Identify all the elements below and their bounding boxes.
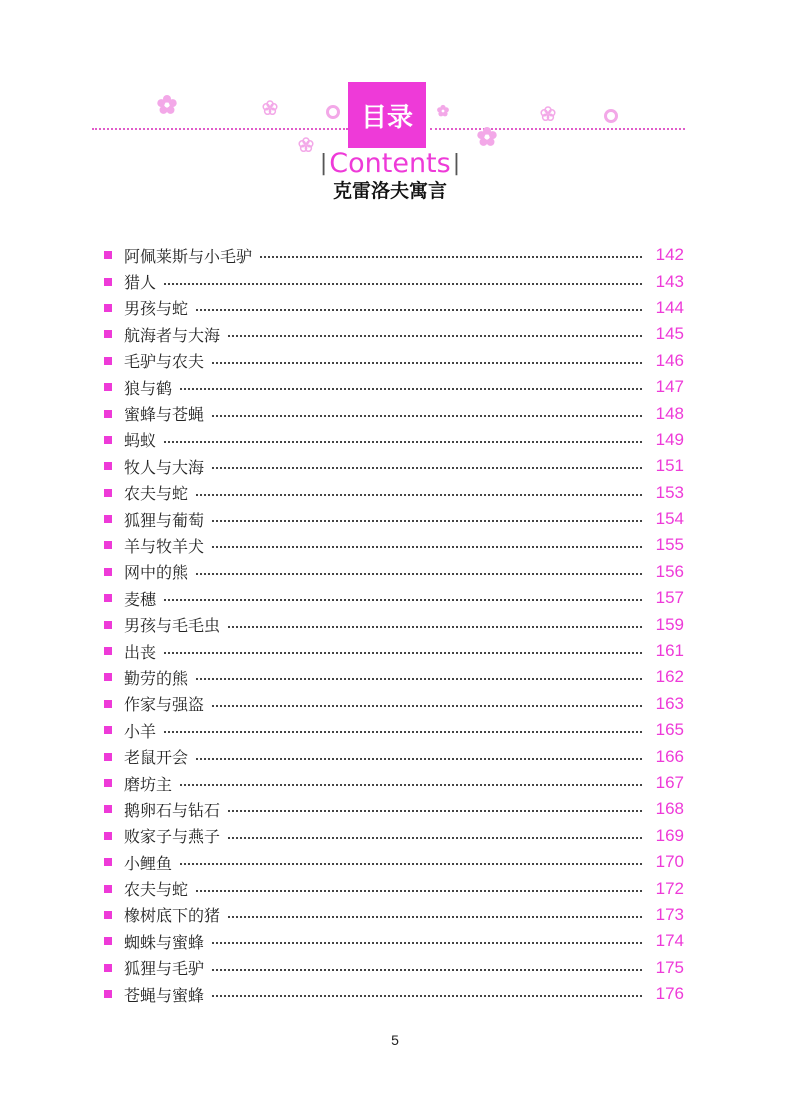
contents-heading: | Contents | xyxy=(319,147,461,179)
dot-leader xyxy=(164,731,642,733)
toc-entry[interactable] xyxy=(104,532,684,558)
dot-leader xyxy=(164,283,642,285)
toc-entry[interactable] xyxy=(104,559,684,585)
toc-entry-page: 145 xyxy=(655,324,684,344)
dot-leader xyxy=(212,520,642,522)
flower-icon xyxy=(262,100,278,116)
toc-entry-title: 男孩与毛毛虫 xyxy=(124,616,221,636)
toc-entry[interactable] xyxy=(104,400,684,426)
page-number: 5 xyxy=(391,1032,399,1048)
dot-leader xyxy=(164,441,642,443)
dot-leader xyxy=(228,335,642,337)
toc-entry[interactable] xyxy=(104,981,684,1007)
dot-leader xyxy=(180,784,642,786)
dot-leader xyxy=(196,758,642,760)
toc-entry-page: 146 xyxy=(655,350,684,370)
toc-entry-page: 170 xyxy=(655,852,684,872)
toc-entry[interactable] xyxy=(104,585,684,611)
flower-icon xyxy=(436,104,450,118)
dot-leader xyxy=(260,256,642,258)
toc-entry-page: 165 xyxy=(655,720,684,740)
dot-leader xyxy=(196,309,642,311)
toc-entry[interactable] xyxy=(104,875,684,901)
square-bullet-icon xyxy=(104,251,112,259)
toc-entry[interactable] xyxy=(104,453,684,479)
toc-entry-page: 153 xyxy=(655,482,684,502)
toc-entry-title: 牧人与大海 xyxy=(124,457,205,477)
toc-entry[interactable] xyxy=(104,348,684,374)
dot-leader xyxy=(164,599,642,601)
toc-entry-page: 142 xyxy=(655,245,684,265)
square-bullet-icon xyxy=(104,278,112,286)
toc-entry[interactable] xyxy=(104,928,684,954)
toc-entry[interactable] xyxy=(104,427,684,453)
flower-icon xyxy=(476,126,498,148)
toc-entry-page: 149 xyxy=(655,429,684,449)
toc-entry[interactable] xyxy=(104,638,684,664)
dot-leader xyxy=(228,837,642,839)
square-bullet-icon xyxy=(104,911,112,919)
toc-entry[interactable] xyxy=(104,611,684,637)
square-bullet-icon xyxy=(104,832,112,840)
dot-leader xyxy=(196,678,642,680)
toc-entry-page: 157 xyxy=(655,588,684,608)
toc-entry-title: 羊与牧羊犬 xyxy=(124,536,205,556)
toc-entry-page: 163 xyxy=(655,693,684,713)
toc-entry[interactable] xyxy=(104,506,684,532)
toc-entry-title: 老鼠开会 xyxy=(124,748,189,768)
toc-entry[interactable] xyxy=(104,717,684,743)
toc-entry[interactable] xyxy=(104,321,684,347)
toc-entry-page: 154 xyxy=(655,509,684,529)
dot-leader xyxy=(196,890,642,892)
toc-entry-title: 阿佩莱斯与小毛驴 xyxy=(124,246,253,266)
toc-entry-title: 作家与强盗 xyxy=(124,695,205,715)
square-bullet-icon xyxy=(104,330,112,338)
toc-entry[interactable] xyxy=(104,849,684,875)
toc-entry-title: 航海者与大海 xyxy=(124,325,221,345)
toc-entry[interactable] xyxy=(104,770,684,796)
toc-entry-title: 小鲤鱼 xyxy=(124,853,173,873)
dot-leader xyxy=(212,995,642,997)
dot-leader xyxy=(212,362,642,364)
square-bullet-icon xyxy=(104,568,112,576)
square-bullet-icon xyxy=(104,805,112,813)
dot-leader xyxy=(212,969,642,971)
square-bullet-icon xyxy=(104,700,112,708)
toc-entry-page: 167 xyxy=(655,773,684,792)
toc-entry[interactable] xyxy=(104,374,684,400)
toc-entry[interactable] xyxy=(104,691,684,717)
toc-entry[interactable] xyxy=(104,902,684,928)
toc-entry-page: 169 xyxy=(655,825,684,845)
square-bullet-icon xyxy=(104,621,112,629)
dot-leader xyxy=(196,494,642,496)
square-bullet-icon xyxy=(104,515,112,523)
dot-leader xyxy=(212,546,642,548)
dot-leader xyxy=(228,810,642,812)
dot-leader xyxy=(228,626,642,628)
square-bullet-icon xyxy=(104,462,112,470)
square-bullet-icon xyxy=(104,726,112,734)
ring-icon xyxy=(603,108,619,124)
square-bullet-icon xyxy=(104,489,112,497)
toc-entry-page: 161 xyxy=(655,641,684,661)
toc-entry-page: 173 xyxy=(655,904,684,924)
flower-icon xyxy=(156,94,178,116)
dot-leader xyxy=(180,863,642,865)
toc-entry[interactable] xyxy=(104,480,684,506)
square-bullet-icon xyxy=(104,647,112,655)
square-bullet-icon xyxy=(104,410,112,418)
toc-entry-page: 176 xyxy=(655,984,684,1004)
dot-leader xyxy=(180,388,642,390)
toc-entry-title: 苍蝇与蜜蜂 xyxy=(124,985,205,1005)
toc-entry-page: 159 xyxy=(655,614,684,634)
dotted-divider-right xyxy=(430,128,685,130)
toc-entry-title: 鹅卵石与钻石 xyxy=(124,800,221,820)
toc-entry[interactable] xyxy=(104,796,684,822)
toc-entry-page: 172 xyxy=(655,878,684,898)
toc-entry-title: 网中的熊 xyxy=(124,563,189,583)
dot-leader xyxy=(212,467,642,469)
toc-entry-title: 农夫与蛇 xyxy=(124,484,189,504)
square-bullet-icon xyxy=(104,990,112,998)
square-bullet-icon xyxy=(104,304,112,312)
toc-entry[interactable] xyxy=(104,268,684,294)
square-bullet-icon xyxy=(104,541,112,549)
dot-leader xyxy=(164,652,642,654)
square-bullet-icon xyxy=(104,383,112,391)
toc-entry-title: 麦穗 xyxy=(124,589,157,609)
toc-entry-page: 175 xyxy=(655,957,684,977)
toc-title: 目录 xyxy=(348,82,426,148)
toc-entry-title: 勤劳的熊 xyxy=(124,668,189,688)
toc-entry-title: 猎人 xyxy=(124,273,157,293)
book-subtitle: 克雷洛夫寓言 xyxy=(332,180,447,202)
square-bullet-icon xyxy=(104,779,112,787)
toc-entry-page: 143 xyxy=(655,271,684,291)
toc-entry-title: 败家子与燕子 xyxy=(124,827,221,847)
toc-entry-title: 磨坊主 xyxy=(124,774,173,794)
square-bullet-icon xyxy=(104,858,112,866)
toc-entry-page: 151 xyxy=(655,456,684,476)
toc-entry-title: 狼与鹤 xyxy=(124,378,173,398)
table-of-contents xyxy=(104,242,684,1007)
toc-entry[interactable] xyxy=(104,823,684,849)
toc-entry-page: 148 xyxy=(655,403,684,423)
dot-leader xyxy=(228,916,642,918)
toc-entry-title: 毛驴与农夫 xyxy=(124,352,205,372)
square-bullet-icon xyxy=(104,594,112,602)
square-bullet-icon xyxy=(104,964,112,972)
toc-entry-title: 蜘蛛与蜜蜂 xyxy=(124,932,205,952)
flower-icon xyxy=(540,106,556,122)
dot-leader xyxy=(212,415,642,417)
toc-entry[interactable] xyxy=(104,242,684,268)
ring-icon xyxy=(325,104,341,120)
toc-entry-title: 橡树底下的猪 xyxy=(124,906,221,926)
toc-entry[interactable] xyxy=(104,664,684,690)
toc-entry-page: 155 xyxy=(655,535,684,555)
toc-entry-title: 蚂蚁 xyxy=(124,431,157,451)
dot-leader xyxy=(212,942,642,944)
toc-entry-page: 147 xyxy=(655,377,684,397)
dot-leader xyxy=(212,705,642,707)
toc-entry-title: 狐狸与葡萄 xyxy=(124,510,205,530)
toc-entry-title: 狐狸与毛驴 xyxy=(124,959,205,979)
square-bullet-icon xyxy=(104,357,112,365)
square-bullet-icon xyxy=(104,753,112,761)
toc-entry-title: 出丧 xyxy=(124,642,157,662)
toc-entry-title: 小羊 xyxy=(124,721,157,741)
toc-entry-title: 蜜蜂与苍蝇 xyxy=(124,405,205,425)
toc-entry-page: 168 xyxy=(655,799,684,819)
square-bullet-icon xyxy=(104,885,112,893)
toc-entry-page: 144 xyxy=(655,297,684,317)
toc-entry-title: 男孩与蛇 xyxy=(124,299,189,319)
dot-leader xyxy=(196,573,642,575)
square-bullet-icon xyxy=(104,436,112,444)
square-bullet-icon xyxy=(104,937,112,945)
header xyxy=(0,0,790,230)
toc-entry[interactable] xyxy=(104,295,684,321)
square-bullet-icon xyxy=(104,673,112,681)
toc-entry-page: 162 xyxy=(655,667,684,687)
toc-entry-page: 174 xyxy=(655,931,684,951)
toc-entry-page: 156 xyxy=(655,561,684,581)
toc-entry[interactable] xyxy=(104,955,684,981)
toc-entry-title: 农夫与蛇 xyxy=(124,880,189,900)
toc-entry-page: 166 xyxy=(655,746,684,766)
contents-label: Contents xyxy=(329,147,451,179)
dotted-divider-left xyxy=(92,128,348,130)
toc-entry[interactable] xyxy=(104,743,684,769)
